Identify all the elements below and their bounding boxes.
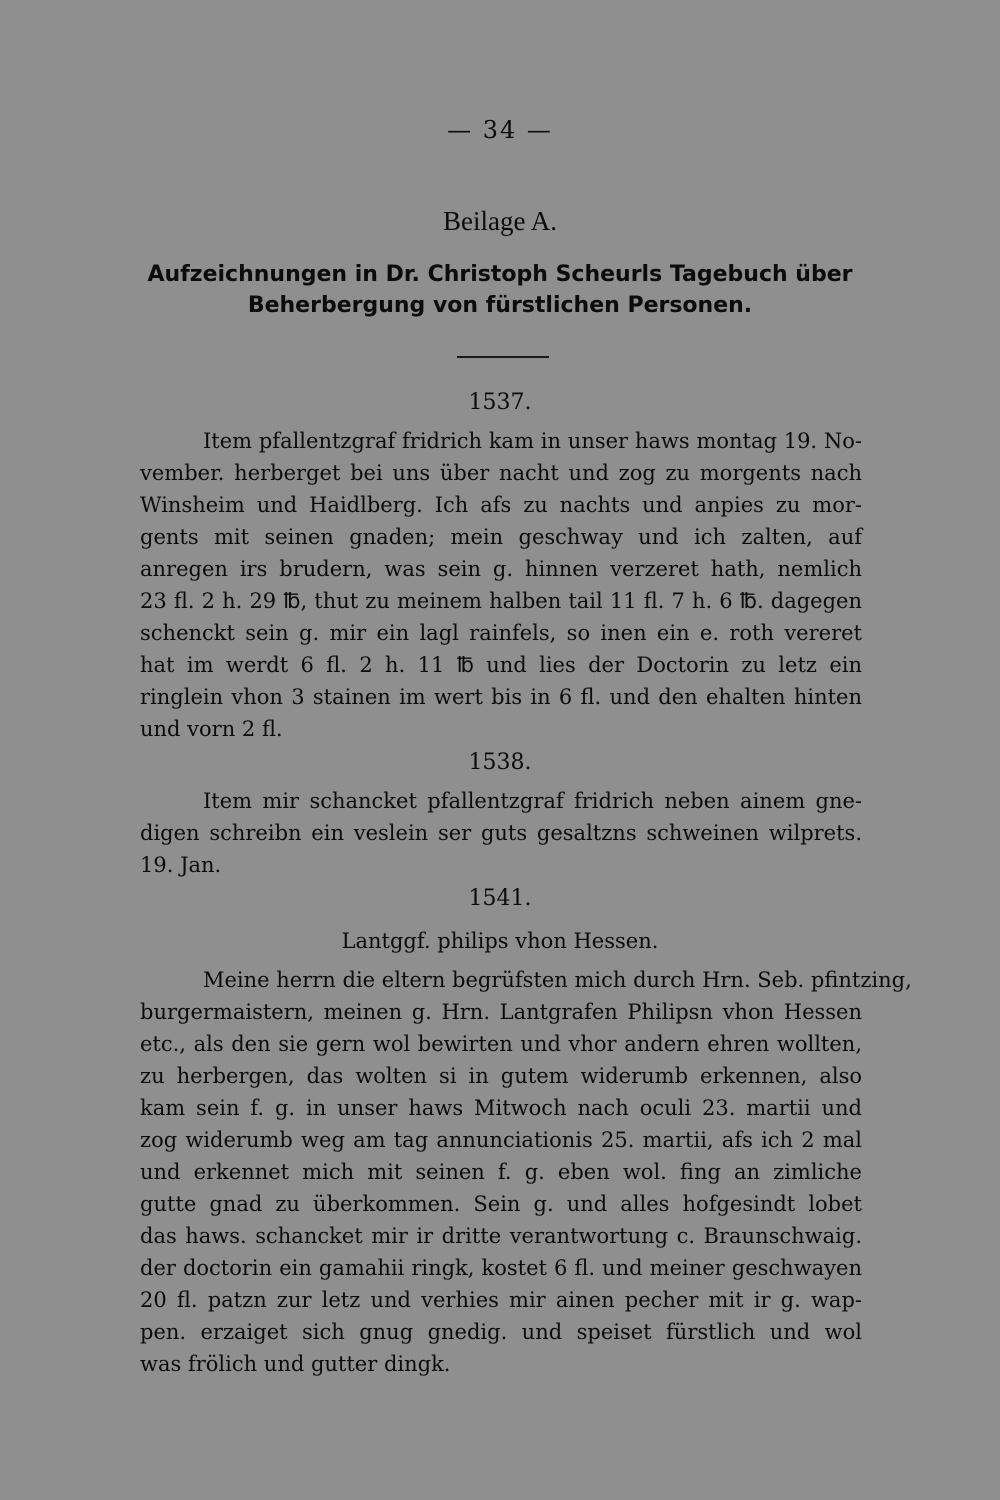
divider-rule [457, 356, 549, 358]
page-number: — 34 — [447, 116, 553, 144]
text-line: zu herbergen, das wolten si in gutem widerumb erkennen, also [140, 1064, 862, 1088]
text-line: Item mir schancket pfallentzgraf fridrich neben ainem gne- [203, 789, 862, 813]
text-line: der doctorin ein gamahii ringk, kostet 6 fl. und meiner geschwayen [140, 1256, 862, 1280]
text-line: burgermaistern, meinen g. Hrn. Lantgrafen Philipsn vhon Hessen [140, 1000, 862, 1024]
text-line: Winsheim und Haidlberg. Ich afs zu nachts und anpies zu mor- [140, 493, 862, 517]
text-line: was frölich und gutter dingk. [140, 1352, 451, 1376]
text-line: zog widerumb weg am tag annunciationis 25. martii, afs ich 2 mal [140, 1128, 862, 1152]
text-line: vember. herberget bei uns über nacht und zog zu morgents nach [140, 461, 862, 485]
appendix-title: Beilage A. [443, 206, 557, 236]
section-year: 1537. [468, 390, 532, 415]
section-subheading: Lantggf. philips vhon Hessen. [341, 929, 659, 953]
section-year: 1538. [468, 750, 532, 775]
text-line: das haws. schancket mir ir dritte verantwortung c. Braunschwaig. [140, 1224, 862, 1248]
text-line: digen schreibn ein veslein ser guts gesaltzns schweinen wilprets. [140, 821, 862, 845]
text-line: pen. erzaiget sich gnug gnedig. und speiset fürstlich und wol [140, 1320, 862, 1344]
text-line: schenckt sein g. mir ein lagl rainfels, so inen ein e. roth vereret [140, 621, 862, 645]
heading-line: Aufzeichnungen in Dr. Christoph Scheurls Tagebuch über [147, 262, 853, 287]
text-line: 20 fl. patzn zur letz und verhies mir ainen pecher mit ir g. wap- [140, 1288, 862, 1312]
text-line: 23 fl. 2 h. 29 ℔, thut zu meinem halben tail 11 fl. 7 h. 6 ℔. dagegen [140, 589, 862, 613]
section-year: 1541. [468, 886, 532, 911]
text-line: ringlein vhon 3 stainen im wert bis in 6 fl. und den ehalten hinten [140, 685, 862, 709]
text-line: gents mit seinen gnaden; mein geschway und ich zalten, auf [140, 525, 862, 549]
text-line: hat im werdt 6 fl. 2 h. 11 ℔ und lies der Doctorin zu letz ein [140, 653, 862, 677]
text-line: anregen irs brudern, was sein g. hinnen verzeret hath, nemlich [140, 557, 862, 581]
text-line: Meine herrn die eltern begrüfsten mich durch Hrn. Seb. pfintzing, [203, 968, 912, 992]
text-line: Item pfallentzgraf fridrich kam in unser haws montag 19. No- [203, 429, 862, 453]
text-line: und erkennet mich mit seinen f. g. eben wol. fing an zimliche [140, 1160, 862, 1184]
heading-line: Beherbergung von fürstlichen Personen. [247, 293, 753, 318]
text-line: 19. Jan. [140, 853, 222, 877]
text-line: und vorn 2 fl. [140, 717, 283, 741]
text-line: gutte gnad zu überkommen. Sein g. und alles hofgesindt lobet [140, 1192, 862, 1216]
text-line: etc., als den sie gern wol bewirten und vhor andern ehren wollten, [140, 1032, 862, 1056]
text-line: kam sein f. g. in unser haws Mitwoch nach oculi 23. martii und [140, 1096, 862, 1120]
